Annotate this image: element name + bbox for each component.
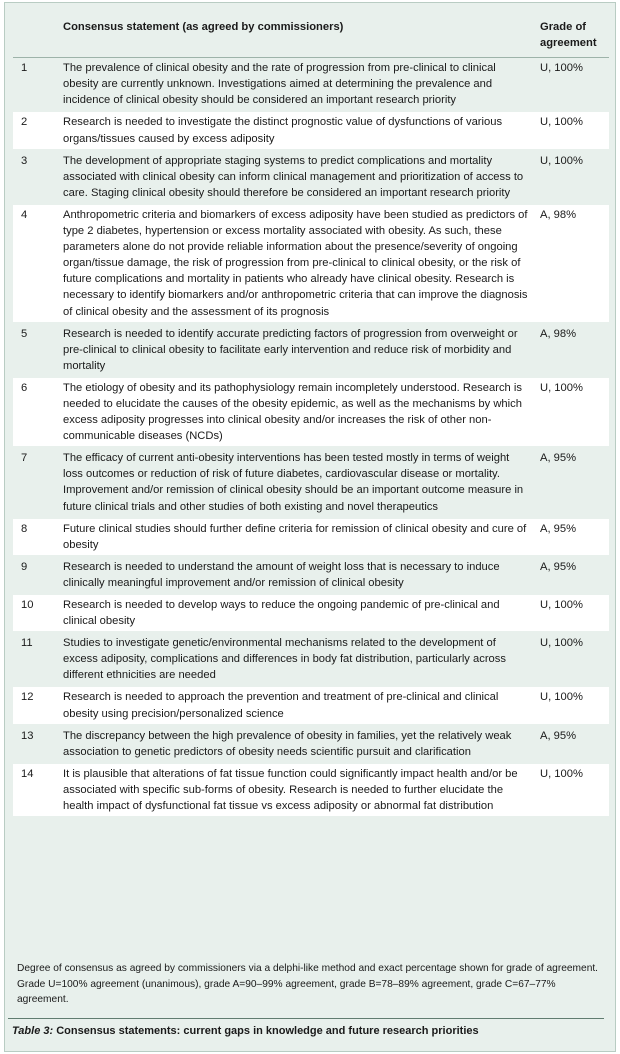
row-number: 8 <box>13 518 57 556</box>
table-caption <box>12 1025 602 1037</box>
row-statement: Anthropometric criteria and biomarkers of excess adiposity have been studied as predictors of type 2 diabetes, hypertension or excess mortality associated with obesity. As such, these parameters alone do not provide reliable information about the presence/severity of ongoing organ/tissue damage, the risk of progression from pre-clinical to clinical obesity, or the risk of future complications and mortality in patients who already have clinical obesity. Research is necessary to identify biomarkers and/or anthropometric criteria that can improve the diagnosis of clinical obesity and the assessment of its prognosis <box>57 204 534 323</box>
row-grade: U, 100% <box>534 763 609 817</box>
row-statement: The etiology of obesity and its pathophysiology remain incompletely understood. Research is needed to elucidate the causes of the obesity epidemic, as well as the mechanisms by which excess adiposity progresses into clinical obesity and/or increases the risk of other non-communicable diseases (NCDs) <box>57 377 534 447</box>
row-number: 2 <box>13 111 57 149</box>
row-number: 4 <box>13 204 57 323</box>
table-row <box>13 763 609 817</box>
row-statement: Research is needed to investigate the distinct prognostic value of dysfunctions of various organs/tissues caused by excess adiposity <box>57 111 534 149</box>
row-number: 6 <box>13 377 57 447</box>
table-row <box>13 150 609 204</box>
row-number: 11 <box>13 632 57 686</box>
row-grade: A, 95% <box>534 556 609 594</box>
row-number: 3 <box>13 150 57 204</box>
row-grade: U, 100% <box>534 632 609 686</box>
consensus-table <box>13 13 609 818</box>
table-row <box>13 447 609 517</box>
table-row <box>13 518 609 556</box>
row-statement: Studies to investigate genetic/environmental mechanisms related to the development of excess adiposity, complications and differences in body fat distribution, particularly across different ethnicities are needed <box>57 632 534 686</box>
row-statement: Future clinical studies should further define criteria for remission of clinical obesity and cure of obesity <box>57 518 534 556</box>
table-row <box>13 556 609 594</box>
table-header-row <box>13 13 609 58</box>
row-statement: The prevalence of clinical obesity and the rate of progression from pre-clinical to clinical obesity are currently unknown. Investigations aimed at determining the prevalence and incidence of clinical obesity should be considered an important research priority <box>57 58 534 112</box>
table-panel <box>4 2 616 1052</box>
row-statement: The discrepancy between the high prevalence of obesity in families, yet the relatively weak association to genetic predictors of obesity needs scientific pursuit and clarification <box>57 725 534 763</box>
row-statement: It is plausible that alterations of fat tissue function could significantly impact health and/or be associated with specific sub-forms of obesity. Research is needed to further elucidate the health impact of dysfunctional fat tissue vs excess adiposity or abnormal fat distribution <box>57 763 534 817</box>
row-grade: A, 98% <box>534 323 609 377</box>
header-statement: Consensus statement (as agreed by commissioners) <box>57 13 534 58</box>
table-row <box>13 58 609 112</box>
row-number: 14 <box>13 763 57 817</box>
row-grade: A, 98% <box>534 204 609 323</box>
row-grade: U, 100% <box>534 150 609 204</box>
row-number: 10 <box>13 594 57 632</box>
row-statement: Research is needed to approach the prevention and treatment of pre-clinical and clinical obesity using precision/personalized science <box>57 686 534 724</box>
row-statement: The development of appropriate staging systems to predict complications and mortality associated with clinical obesity can inform clinical management and prioritization of access to care. Staging clinical obesity should therefore be considered an important research priority <box>57 150 534 204</box>
row-grade: U, 100% <box>534 111 609 149</box>
caption-divider <box>8 1018 604 1019</box>
table-row <box>13 632 609 686</box>
caption-text: Consensus statements: current gaps in knowledge and future research priorities <box>56 1025 479 1037</box>
table-row <box>13 594 609 632</box>
row-number: 12 <box>13 686 57 724</box>
table-row <box>13 111 609 149</box>
table-row <box>13 686 609 724</box>
row-grade: A, 95% <box>534 518 609 556</box>
row-statement: Research is needed to understand the amount of weight loss that is necessary to induce clinically meaningful improvement and/or remission of clinical obesity <box>57 556 534 594</box>
table-row <box>13 323 609 377</box>
row-number: 7 <box>13 447 57 517</box>
row-grade: A, 95% <box>534 447 609 517</box>
table-row <box>13 204 609 323</box>
caption-label: Table 3: <box>12 1025 54 1037</box>
row-grade: U, 100% <box>534 377 609 447</box>
table-footnote: Degree of consensus as agreed by commissioners via a delphi-like method and exact percentage shown for grade of agreement. Grade U=100% agreement (unanimous), grade A=90–99% agreement, grade B=78–89% agreement, grade C=67–77% agreement. <box>17 963 599 1005</box>
header-grade: Grade of agreement <box>534 13 609 58</box>
row-grade: U, 100% <box>534 58 609 112</box>
row-number: 5 <box>13 323 57 377</box>
row-number: 1 <box>13 58 57 112</box>
table-row <box>13 377 609 447</box>
table-row <box>13 725 609 763</box>
row-grade: A, 95% <box>534 725 609 763</box>
row-statement: Research is needed to identify accurate predicting factors of progression from overweight or pre-clinical to clinical obesity to facilitate early intervention and reduce risk of morbidity and mortality <box>57 323 534 377</box>
row-statement: The efficacy of current anti-obesity interventions has been tested mostly in terms of weight loss outcomes or reduction of risk of future diabetes, cardiovascular disease or mortality. Improvement and/or remission of clinical obesity should be an important outcome measure in future clinical trials and other studies of both existing and novel therapeutics <box>57 447 534 517</box>
row-number: 13 <box>13 725 57 763</box>
row-number: 9 <box>13 556 57 594</box>
row-statement: Research is needed to develop ways to reduce the ongoing pandemic of pre-clinical and clinical obesity <box>57 594 534 632</box>
row-grade: U, 100% <box>534 686 609 724</box>
header-number <box>13 13 57 58</box>
row-grade: U, 100% <box>534 594 609 632</box>
table-body <box>13 58 609 817</box>
